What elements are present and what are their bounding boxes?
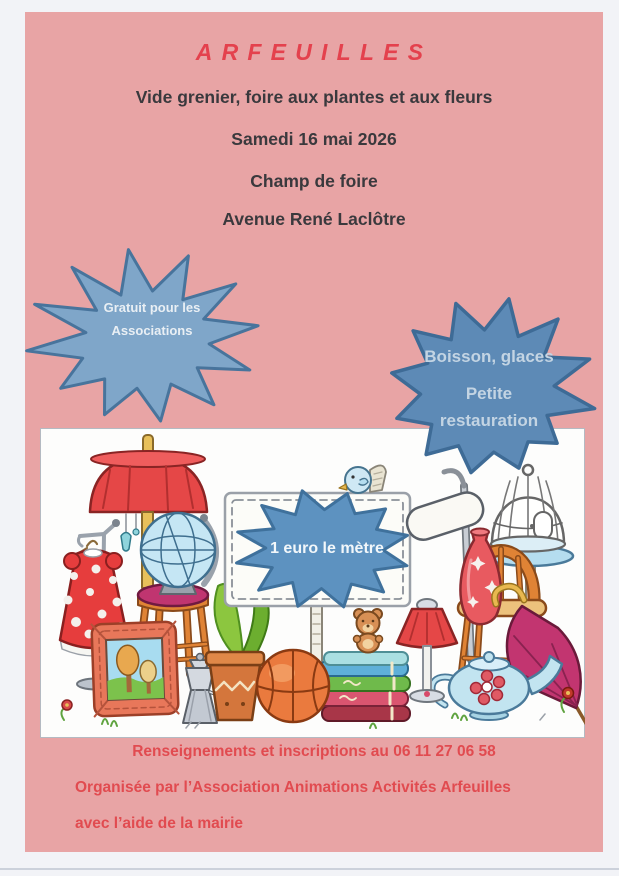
poster-subtitle: Vide grenier, foire aux plantes et aux fleurs (135, 87, 493, 107)
drinks-label: Boisson, glaces (424, 347, 554, 366)
food-label-line1: Petite (465, 384, 513, 403)
free-for-associations-label (47, 296, 257, 342)
event-location: Champ de foire (250, 171, 378, 191)
mairie-info: avec l’aide de la mairie (75, 815, 244, 832)
burst-left-line1: Gratuit pour les (103, 300, 201, 315)
event-date: Samedi 16 mai 2026 (231, 129, 397, 149)
contact-info: Renseignements et inscriptions au 06 11 27 06 58 (132, 743, 496, 760)
organizer-info: Organisée par l’Association Animations Activités Arfeuilles (75, 779, 511, 796)
event-address: Avenue René Laclôtre (222, 209, 406, 229)
books-stack-illustration (318, 652, 410, 721)
price-per-metre-label: 1 euro le mètre (270, 540, 384, 557)
food-label-line2: restauration (439, 411, 539, 430)
basketball-illustration (257, 650, 329, 722)
scan-artifact-line (0, 868, 619, 870)
poster-title: ARFEUILLES (195, 39, 433, 65)
burst-left-line2: Associations (111, 323, 193, 338)
picture-frame-illustration (91, 622, 178, 717)
